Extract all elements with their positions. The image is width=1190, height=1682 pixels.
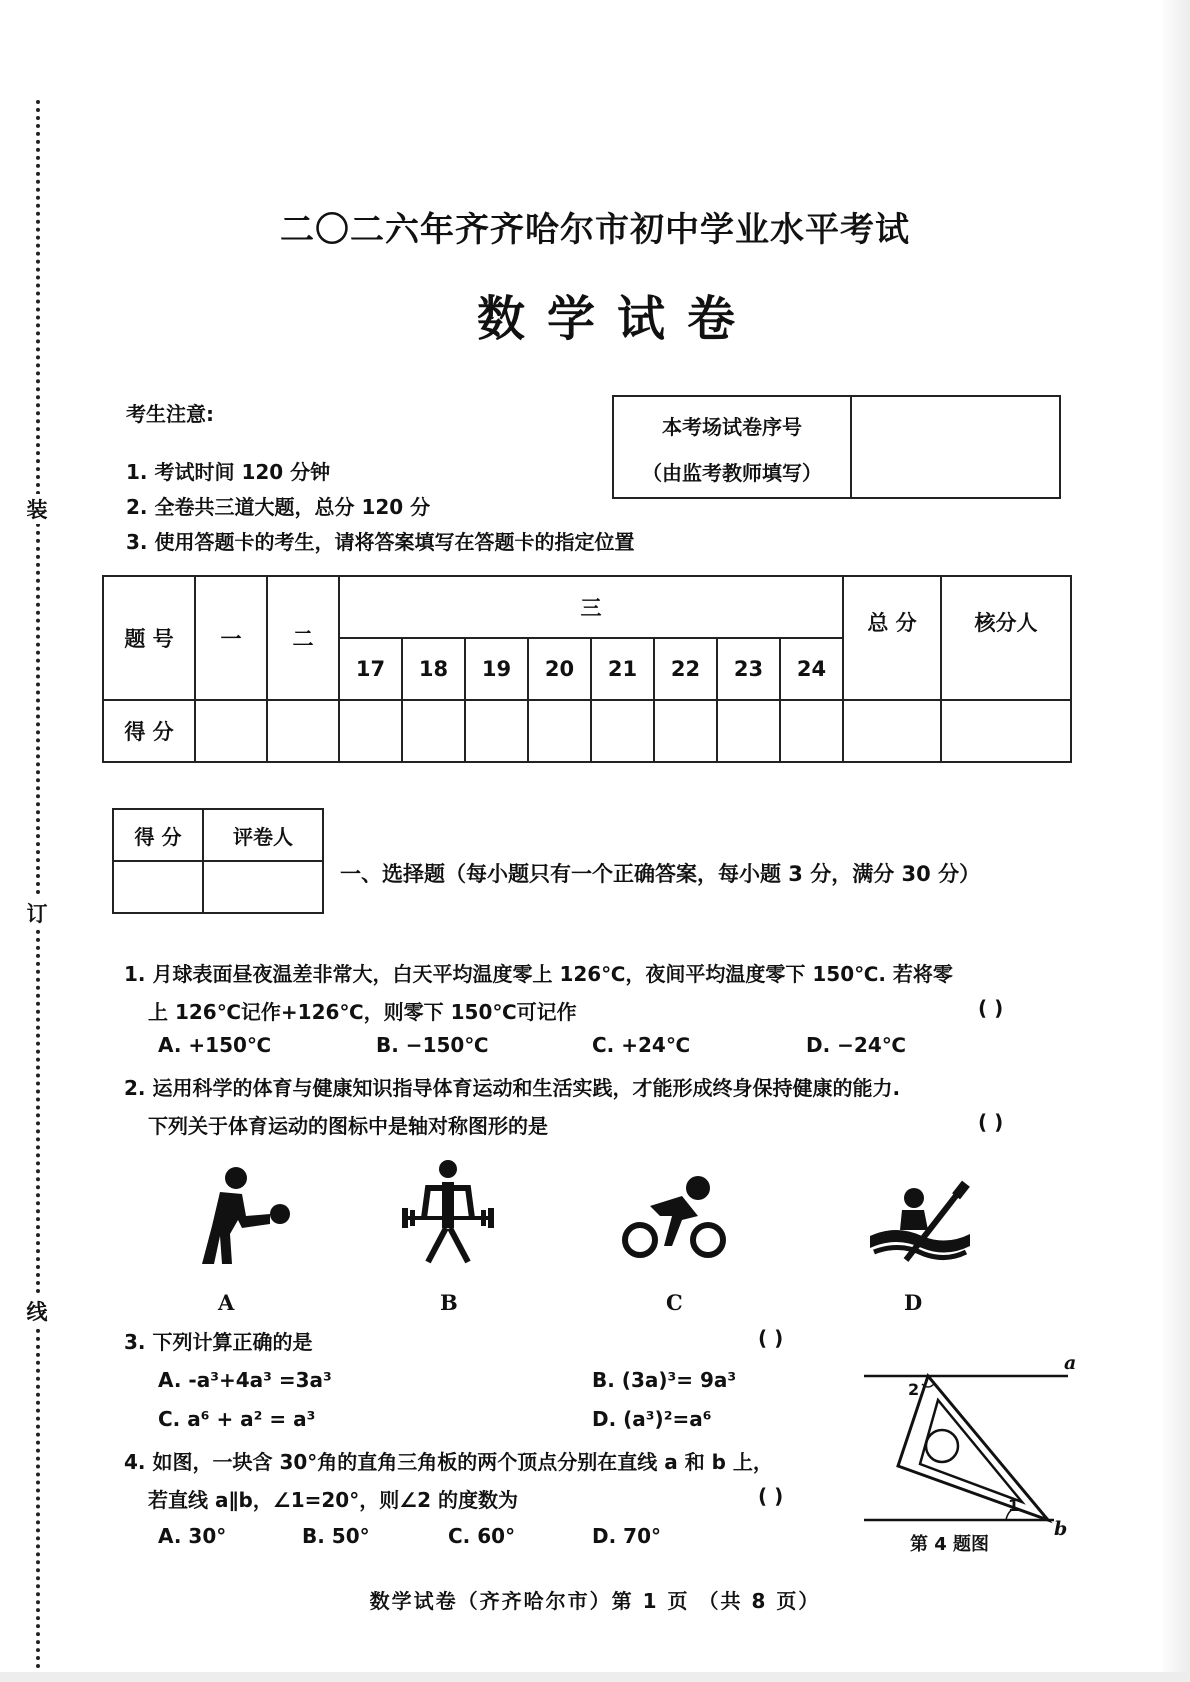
grader-name-cell[interactable] <box>203 861 323 913</box>
page-footer: 数学试卷（齐齐哈尔市）第 1 页 （共 8 页） <box>369 1589 821 1613</box>
icon-label-b: B <box>440 1290 458 1315</box>
option-c: C. a⁶ + a² = a³ <box>158 1407 316 1431</box>
score-cell[interactable] <box>528 700 591 762</box>
label-question-number: 题 号 <box>103 576 195 700</box>
option-a: A. +150℃ <box>158 1033 272 1057</box>
exam-serial-label <box>614 397 852 497</box>
cycling-icon <box>620 1176 730 1270</box>
score-cell[interactable] <box>591 700 654 762</box>
header-q19: 19 <box>465 638 528 700</box>
question-2-line1: 2. 运用科学的体育与健康知识指导体育运动和生活实践，才能形成终身保持健康的能力. <box>124 1076 901 1100</box>
score-cell[interactable] <box>654 700 717 762</box>
exam-serial-line2: （由监考教师填写） <box>642 461 822 485</box>
exam-title: 二〇二六年齐齐哈尔市初中学业水平考试 <box>280 210 910 250</box>
header-q21: 21 <box>591 638 654 700</box>
icon-label-d: D <box>904 1290 923 1315</box>
option-d: D. (a³)²=a⁶ <box>592 1407 712 1431</box>
score-cell[interactable] <box>402 700 465 762</box>
page-edge-shadow <box>1162 0 1190 1682</box>
header-q20: 20 <box>528 638 591 700</box>
score-cell[interactable] <box>465 700 528 762</box>
question-4-line2: 若直线 a∥b，∠1=20°，则∠2 的度数为 <box>148 1488 519 1512</box>
option-d: D. −24℃ <box>806 1033 906 1057</box>
score-cell[interactable] <box>339 700 402 762</box>
grader-box <box>112 808 324 914</box>
header-q23: 23 <box>717 638 780 700</box>
header-q17: 17 <box>339 638 402 700</box>
question-1-line2: 上 126℃记作+126℃，则零下 150℃可记作 <box>148 1000 577 1024</box>
score-cell[interactable] <box>195 700 267 762</box>
answer-paren[interactable]: ( ) <box>758 1326 784 1350</box>
answer-paren[interactable]: ( ) <box>758 1484 784 1508</box>
header-part-1: 一 <box>195 576 267 700</box>
total-score-cell[interactable] <box>843 700 941 762</box>
option-b: B. (3a)³= 9a³ <box>592 1368 737 1392</box>
header-q24: 24 <box>780 638 843 700</box>
angle-2-label: 2 <box>908 1380 920 1399</box>
answer-paren[interactable]: ( ) <box>978 996 1004 1020</box>
label-score: 得 分 <box>103 700 195 762</box>
notes-heading: 考生注意: <box>126 402 214 426</box>
binding-char-zhuang: 装 <box>24 494 50 524</box>
grader-name-label: 评卷人 <box>203 809 323 861</box>
question-3-line1: 3. 下列计算正确的是 <box>124 1330 313 1354</box>
icon-label-c: C <box>666 1290 683 1315</box>
line-b-label: b <box>1054 1518 1068 1540</box>
option-a: A. -a³+4a³ =3a³ <box>158 1368 332 1392</box>
weightlifting-icon <box>398 1158 498 1272</box>
exam-serial-input[interactable] <box>852 397 1059 497</box>
option-d: D. 70° <box>592 1524 661 1548</box>
note-item: 1. 考试时间 120 分钟 <box>126 460 331 484</box>
line-a-label: a <box>1064 1352 1077 1374</box>
icon-label-a: A <box>218 1290 235 1315</box>
option-b: B. 50° <box>302 1524 370 1548</box>
section-1-title: 一、选择题（每小题只有一个正确答案，每小题 3 分，满分 30 分） <box>340 862 981 886</box>
binding-char-xian: 线 <box>24 1296 50 1326</box>
option-a: A. 30° <box>158 1524 227 1548</box>
header-part-3: 三 <box>339 576 843 638</box>
score-cell[interactable] <box>780 700 843 762</box>
note-item: 3. 使用答题卡的考生，请将答案填写在答题卡的指定位置 <box>126 530 635 554</box>
option-c: C. +24℃ <box>592 1033 691 1057</box>
figure-caption: 第 4 题图 <box>910 1534 990 1555</box>
header-checker: 核分人 <box>941 576 1071 700</box>
checker-cell[interactable] <box>941 700 1071 762</box>
question-4-line1: 4. 如图，一块含 30°角的直角三角板的两个顶点分别在直线 a 和 b 上， <box>124 1450 773 1474</box>
question-1-line1: 1. 月球表面昼夜温差非常大，白天平均温度零上 126℃，夜间平均温度零下 150℃. 若将零 <box>124 962 953 986</box>
note-item: 2. 全卷共三道大题，总分 120 分 <box>126 495 431 519</box>
subject-title: 数学试卷 <box>476 291 757 347</box>
canoeing-icon <box>866 1180 976 1274</box>
grader-score-cell[interactable] <box>113 861 203 913</box>
binding-char-ding: 订 <box>24 898 50 928</box>
table-tennis-icon <box>190 1160 300 1274</box>
page-bottom-shadow <box>0 1672 1190 1682</box>
score-cell[interactable] <box>717 700 780 762</box>
header-total: 总 分 <box>843 576 941 700</box>
grader-score-label: 得 分 <box>113 809 203 861</box>
score-cell[interactable] <box>267 700 339 762</box>
score-table <box>102 575 1072 763</box>
option-c: C. 60° <box>448 1524 516 1548</box>
exam-serial-line1: 本考场试卷序号 <box>662 415 802 439</box>
header-part-2: 二 <box>267 576 339 700</box>
angle-1-label: 1 <box>1008 1496 1020 1515</box>
question-2-line2: 下列关于体育运动的图标中是轴对称图形的是 <box>148 1114 548 1138</box>
option-b: B. −150℃ <box>376 1033 489 1057</box>
answer-paren[interactable]: ( ) <box>978 1110 1004 1134</box>
header-q22: 22 <box>654 638 717 700</box>
header-q18: 18 <box>402 638 465 700</box>
question-4-figure <box>858 1350 1088 1540</box>
exam-serial-box <box>612 395 1061 499</box>
